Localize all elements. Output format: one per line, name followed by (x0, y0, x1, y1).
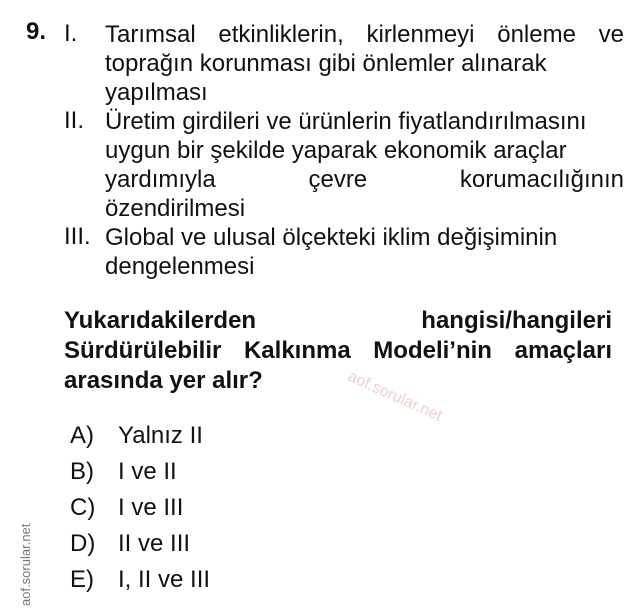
statement-line: özendirilmesi (105, 195, 246, 222)
roman-numeral: II. (64, 107, 85, 134)
statement-line: Global ve ulusal ölçekteki iklim değişiminin (105, 224, 558, 251)
option-letter: E) (70, 566, 94, 593)
statement-line: toprağın korunması gibi önlemler alınarak (105, 50, 547, 77)
statement-line: yardımıyla çevre korumacılığının (105, 166, 624, 193)
option-text: II ve III (118, 530, 191, 557)
option-letter: A) (70, 422, 94, 449)
watermark-side: aof.sorular.net (18, 523, 33, 606)
option-text: I ve II (118, 458, 177, 485)
roman-numeral: I. (64, 20, 78, 47)
prompt-line: Sürdürülebilir Kalkınma Modeli’nin amaçları (64, 337, 612, 364)
answer-options (70, 418, 210, 598)
option-letter: B) (70, 458, 94, 485)
option-e[interactable] (70, 562, 210, 598)
statement-line: Üretim girdileri ve ürünlerin fiyatlandırılmasını (105, 108, 587, 135)
statement-item-1 (64, 20, 624, 107)
question-prompt (64, 306, 612, 396)
question-number: 9. (26, 18, 47, 45)
option-b[interactable] (70, 454, 210, 490)
watermark-center: aof.sorular.net (345, 368, 445, 425)
option-a[interactable] (70, 418, 210, 454)
statement-line: Tarımsal etkinliklerin, kirlenmeyi önleme ve (105, 21, 624, 48)
option-letter: D) (70, 530, 96, 557)
option-text: I, II ve III (118, 566, 211, 593)
statement-line: yapılması (105, 79, 208, 106)
option-d[interactable] (70, 526, 210, 562)
option-text: I ve III (118, 494, 184, 521)
statement-line: dengelenmesi (105, 253, 255, 280)
prompt-line: Yukarıdakilerden hangisi/hangileri (64, 307, 612, 334)
option-letter: C) (70, 494, 96, 521)
statement-item-2 (64, 107, 624, 223)
statement-item-3 (64, 223, 624, 281)
option-c[interactable] (70, 490, 210, 526)
roman-numeral: III. (64, 223, 91, 250)
prompt-line: arasında yer alır? (64, 367, 263, 394)
option-text: Yalnız II (118, 422, 203, 449)
statement-line: uygun bir şekilde yaparak ekonomik araçlar (105, 137, 567, 164)
